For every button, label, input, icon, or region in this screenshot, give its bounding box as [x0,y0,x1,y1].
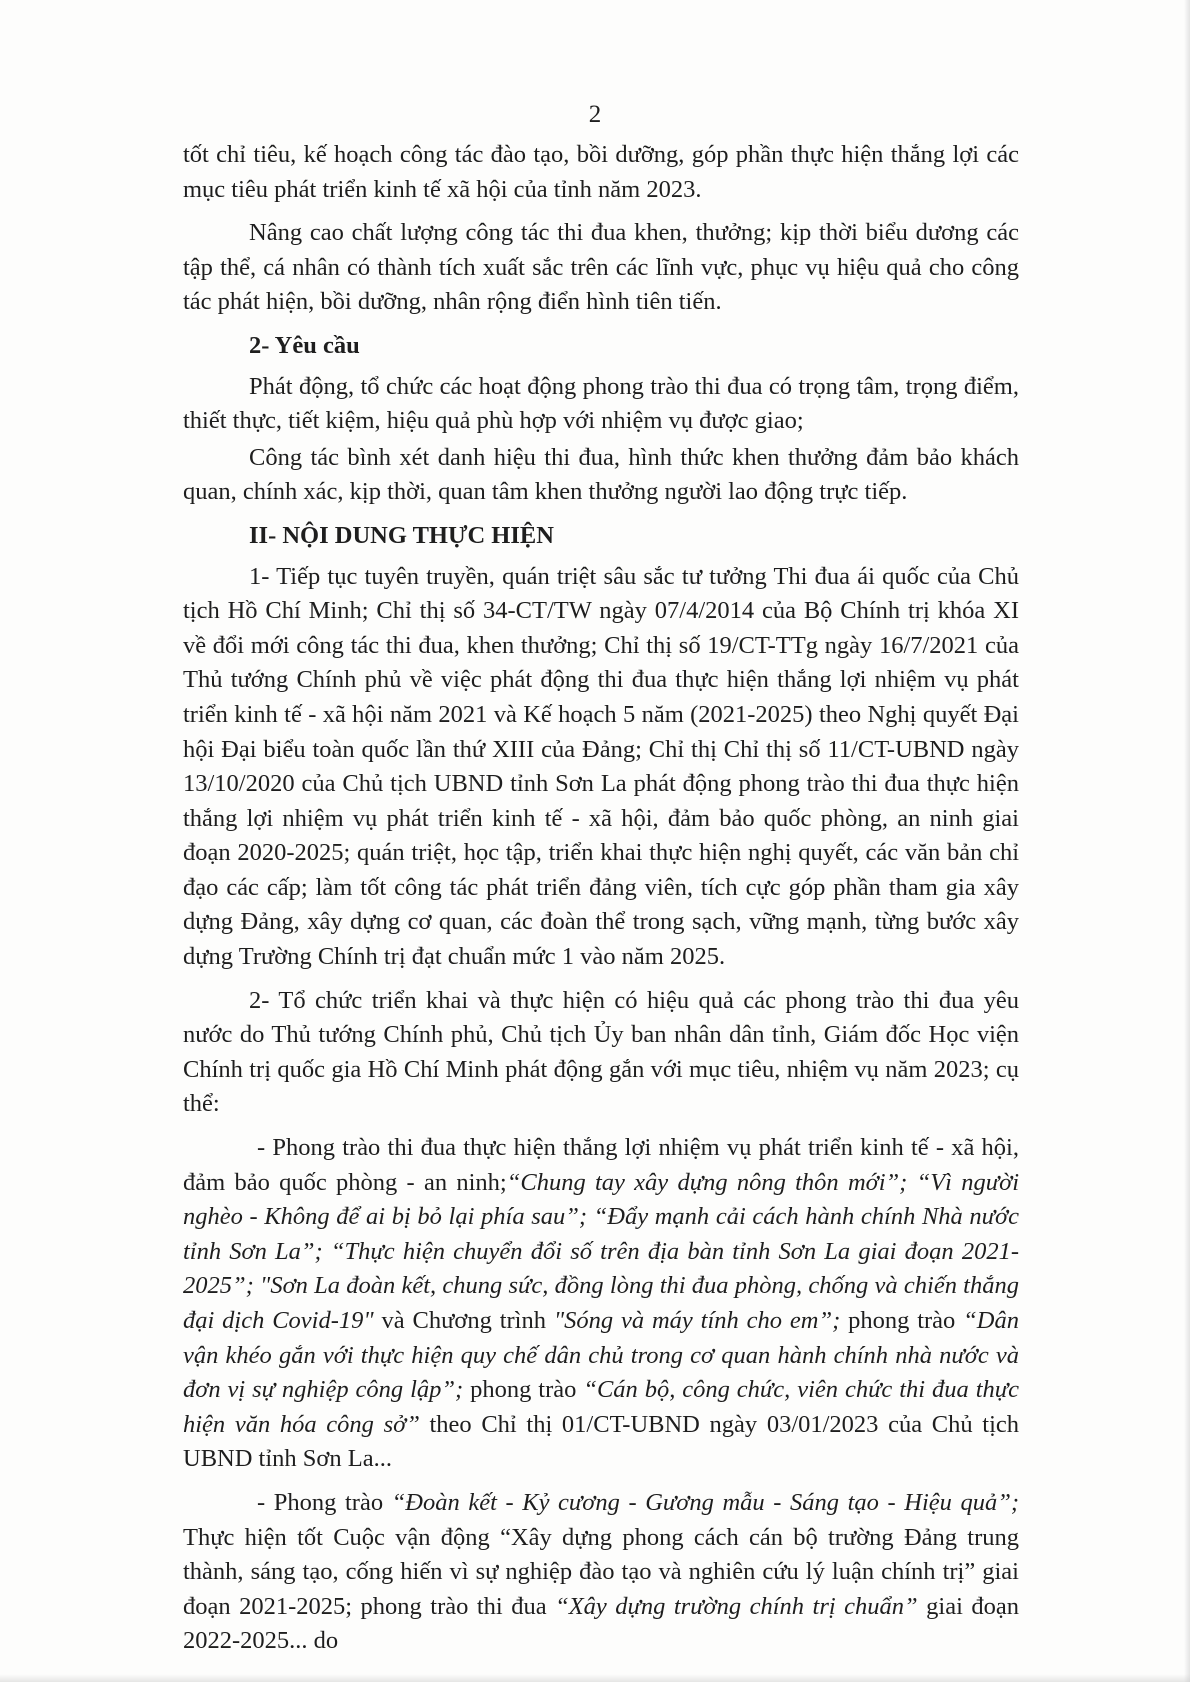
text-run: Thực hiện tốt Cuộc vận động “Xây dựng phong cách cán bộ trường Đảng trung thành, sáng tạo, cống hiến vì sự nghiệp đào tạo và nghiên cứu lý luận chính trị” giai đoạn 2021-2025; phong trào thi đua [183,1523,1019,1620]
italic-run: “Cán bộ, công chức, viên chức thi đua thực hiện văn hóa công sở” [183,1376,1019,1438]
page-number: 2 [588,101,602,128]
text-run: - Phong trào [257,1488,392,1516]
heading-requirements: 2- Yêu cầu [249,331,360,359]
text-run: và Chương trình [373,1307,554,1334]
text-run: theo Chỉ thị 01/CT-UBND ngày 03/01/2023 của Chủ tịch UBND tỉnh Sơn La... [183,1410,1020,1473]
paragraph-emulation-quality: Nâng cao chất lượng công tác thi đua khen, thưởng; kịp thời biểu dương các tập thể, cá nhân có thành tích xuất sắc trên các lĩnh vực, phục vụ hiệu quả cho công tác phát hiện, bồi dưỡng, nhân rộng điển hình tiên tiến. [183,219,1019,316]
text-run: phong trào [463,1376,584,1404]
italic-run: “Dân vận khéo gắn với thực hiện quy chế dân chủ trong cơ quan hành chính nhà nước và đơn vị sự nghiệp công lập”; [183,1307,1019,1404]
paragraph-movement-school [183,1486,1019,1659]
text-run: phong trào [840,1307,964,1334]
italic-run: "Sóng và máy tính cho em”; [553,1307,841,1334]
paragraph-launch-movements: Phát động, tổ chức các hoạt động phong trào thi đua có trọng tâm, trọng điểm, thiết thực, tiết kiệm, hiệu quả phù hợp với nhiệm vụ được giao; [183,372,1019,435]
paragraph-goals-continued: tốt chỉ tiêu, kế hoạch công tác đào tạo, bồi dưỡng, góp phần thực hiện thắng lợi các mục tiêu phát triển kinh tế xã hội của tỉnh năm 2023. [183,141,1019,203]
text-run: giai đoạn 2022-2025... do [183,1592,1019,1655]
heading-implementation-content: II- NỘI DUNG THỰC HIỆN [249,521,554,549]
italic-run: “Chung tay xây dựng nông thôn mới”; “Vì người nghèo - Không để ai bị bỏ lại phía sau”; “Đẩy mạnh cải cách hành chính Nhà nước tỉnh Sơn La”; “Thực hiện chuyển đổi số trên địa bàn tỉnh Sơn La giai đoạn 2021-2025”; "Sơn La đoàn kết, chung sức, đồng lòng thi đua phòng, chống và chiến thắng đại dịch Covid-19" [183,1168,1019,1334]
scan-shadow-edge [1184,0,1190,1682]
paragraph-item-1: 1- Tiếp tục tuyên truyền, quán triệt sâu sắc tư tưởng Thi đua ái quốc của Chủ tịch Hồ Chí Minh; Chỉ thị số 34-CT/TW ngày 07/4/2014 của Bộ Chính trị khóa XI về đổi mới công tác thi đua, khen thưởng; Chỉ thị số 19/CT-TTg ngày 16/7/2021 của Thủ tướng Chính phủ về việc phát động thi đua thực hiện thắng lợi nhiệm vụ phát triển kinh tế - xã hội năm 2021 và Kế hoạch 5 năm (2021-2025) theo Nghị quyết Đại hội Đại biểu toàn quốc lần thứ XIII của Đảng; Chỉ thị Chỉ thị số 11/CT-UBND ngày 13/10/2020 của Chủ tịch UBND tỉnh Sơn La phát động phong trào thi đua thực hiện thắng lợi nhiệm vụ phát triển kinh tế - xã hội, đảm bảo quốc phòng, an ninh giai đoạn 2020-2025; quán triệt, học tập, triển khai thực hiện nghị quyết, các văn bản chỉ đạo các cấp; làm tốt công tác phát triển đảng viên, tích cực góp phần tham gia xây dựng Đảng, xây dựng cơ quan, các đoàn thể trong sạch, vững mạnh, từng bước xây dựng Trường Chính trị đạt chuẩn mức 1 vào năm 2025. [183,562,1019,971]
text-run: - Phong trào thi đua thực hiện thắng lợi nhiệm vụ phát triển kinh tế - xã hội, đảm bảo quốc phòng - an ninh; [183,1134,1019,1196]
italic-run: “Đoàn kết - Kỷ cương - Gương mẫu - Sáng tạo - Hiệu quả”; [391,1488,1020,1516]
scan-shadow-bottom [0,1674,1190,1682]
document-body [183,138,1019,1668]
italic-run: “Xây dựng trường chính trị chuẩn” [555,1592,918,1620]
paragraph-movement-list [183,1131,1019,1477]
paragraph-item-2: 2- Tổ chức triển khai và thực hiện có hiệu quả các phong trào thi đua yêu nước do Thủ tướng Chính phủ, Chủ tịch Ủy ban nhân dân tỉnh, Giám đốc Học viện Chính trị quốc gia Hồ Chí Minh phát động gắn với mục tiêu, nhiệm vụ năm 2023; cụ thể: [183,986,1019,1118]
paragraph-evaluation: Công tác bình xét danh hiệu thi đua, hình thức khen thưởng đảm bảo khách quan, chính xác, kịp thời, quan tâm khen thưởng người lao động trực tiếp. [183,443,1019,506]
